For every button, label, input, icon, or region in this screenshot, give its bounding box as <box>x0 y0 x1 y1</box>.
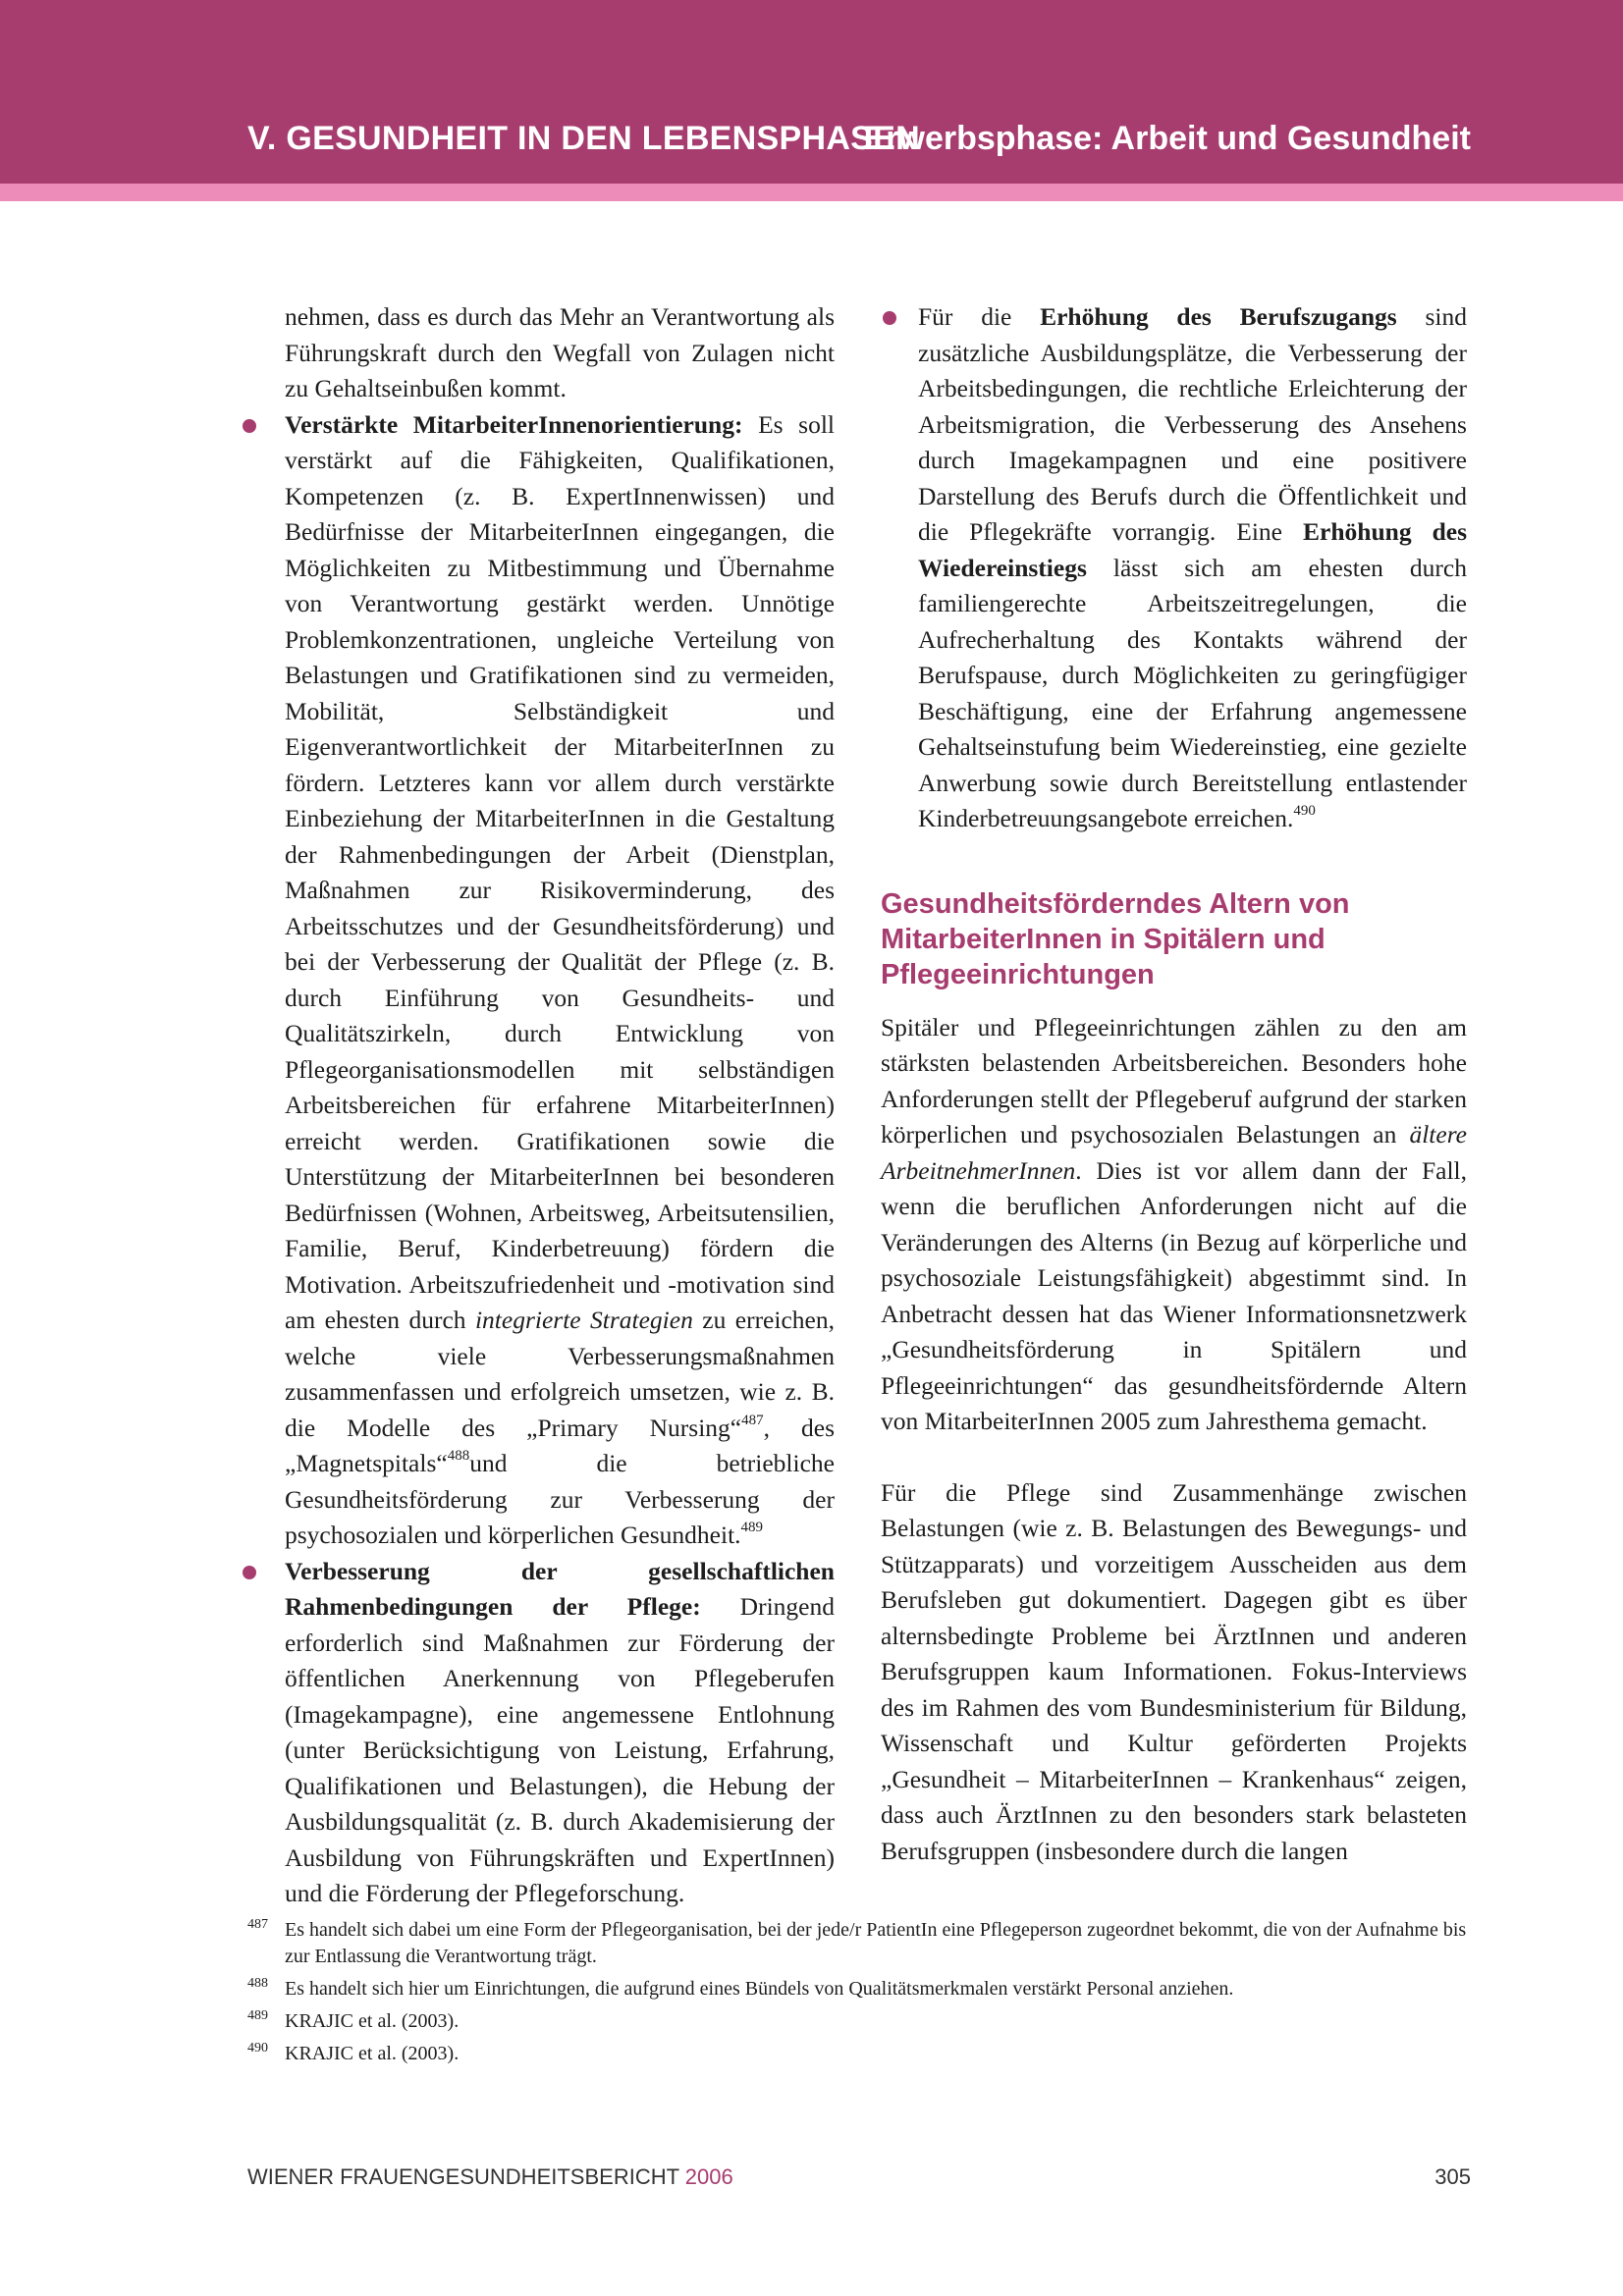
right-column <box>881 299 1467 1869</box>
bullet-paragraph <box>285 1554 835 1912</box>
italic-phrase: integrierte Strategien <box>474 1306 693 1334</box>
bullet-label: Verstärkte MitarbeiterInnenorientierung: <box>285 409 743 439</box>
page-number: 305 <box>1434 2164 1471 2189</box>
footnote-ref[interactable]: 488 <box>447 1448 470 1464</box>
bullet-text: sind zusätzliche Ausbildungsplätze, die Verbesserung der Arbeitsbedingungen, die rechtliche Erleichterung der Arbeitsmigration, die Verbesserung des Ansehens durch Imagekampagnen und eine positivere Darstellung des Berufs durch die Öffentlichkeit und die Pflegekräfte vorrangig. Eine <box>918 302 1467 546</box>
bullet-dot-icon <box>243 419 256 433</box>
bullet-paragraph <box>285 407 835 1554</box>
bullet-item-berufszugang <box>881 299 1467 837</box>
body-paragraph: Für die Pflege sind Zusammenhänge zwischen Belastungen (wie z. B. Belastungen des Bewegungs- und Stützapparats) und vorzeitigem Ausscheiden aus dem Berufsleben gut dokumentiert. Dagegen gibt es über alternsbedingte Probleme bei ÄrztInnen und anderen Berufsgruppen kaum Informationen. Fokus-Interviews des im Rahmen des vom Bundesministerium für Bildung, Wissenschaft und Kultur geförderten Projekts „Gesundheit – MitarbeiterInnen – Krankenhaus“ zeigen, dass auch ÄrztInnen zu den besonders stark belasteten Berufsgruppen (insbesondere durch die langen <box>881 1477 1467 1865</box>
bullet-text: , des „Magnetspitals“ <box>285 1413 836 1477</box>
footnote <box>247 2008 1470 2035</box>
italic-phrase: ältere ArbeitnehmerInnen <box>881 1120 1467 1185</box>
footnotes <box>247 1917 1470 2073</box>
bullet-text: und die betriebliche Gesundheitsförderung zur Verbesserung der psychosozialen und körperlichen Gesundheit. <box>285 1449 835 1549</box>
continuation-paragraph: nehmen, dass es durch das Mehr an Verantwortung als Führungskraft durch den Wegfall von Zulagen nicht zu Gehaltseinbußen kommt. <box>285 302 835 402</box>
footnote-number: 488 <box>247 1976 268 1991</box>
header-stripe <box>0 184 1623 201</box>
section-heading: Gesundheitsförderndes Altern von MitarbeiterInnen in Spitälern und Pflegeeinrichtungen <box>881 887 1350 990</box>
bullet-label: Verbesserung der gesellschaftlichen Rahmenbedingungen der Pflege: <box>285 1556 835 1621</box>
section-title: Erwerbsphase: Arbeit und Gesundheit <box>863 120 1471 157</box>
footnote <box>247 1976 1470 2002</box>
left-column <box>285 299 835 1912</box>
footnote-text: Es handelt sich dabei um eine Form der Pflegeorganisation, bei der jede/r PatientIn eine Pflegeperson zugeordnet bekommt, die von der Aufnahme bis zur Entlassung die Verantwortung trägt. <box>285 1919 1467 1967</box>
chapter-title: V. GESUNDHEIT IN DEN LEBENSPHASEN <box>247 120 920 157</box>
footer-title <box>247 2164 733 2190</box>
bullet-item-rahmenbedingungen <box>285 1554 835 1912</box>
footnote-ref[interactable]: 490 <box>1293 803 1316 819</box>
bullet-text: Dringend erforderlich sind Maßnahmen zur Förderung der öffentlichen Anerkennung von Pflegeberufen (Imagekampagne), eine angemessene Entlohnung (unter Berücksichtigung von Leistung, Erfahrung, Qualifikationen und Belastungen), die Hebung der Ausbildungsqualität (z. B. durch Akademisierung der Ausbildung von Führungskräften und ExpertInnen) und die Förderung der Pflegeforschung. <box>285 1592 835 1907</box>
bold-phrase: Erhöhung des Berufszugangs <box>1040 302 1397 331</box>
report-year: 2006 <box>684 2164 733 2189</box>
footnote-number: 487 <box>247 1917 268 1932</box>
report-name: WIENER FRAUENGESUNDHEITSBERICHT <box>247 2164 679 2189</box>
footnote <box>247 1917 1470 1970</box>
paragraph-text: . Dies ist vor allem dann der Fall, wenn die beruflichen Anforderungen nicht auf die Veränderungen des Alterns (in Bezug auf körperliche und psychosoziale Leistungsfähigkeit) abgestimmt sind. In Anbetracht dessen hat das Wiener Informationsnetzwerk „Gesundheitsförderung in Spitälern und Pflegeeinrichtungen“ das gesundheitsfördernde Altern von MitarbeiterInnen 2005 zum Jahresthema gemacht. <box>881 1155 1467 1435</box>
footnote-ref[interactable]: 489 <box>740 1520 764 1535</box>
bullet-dot-icon <box>243 1566 256 1579</box>
footnote-text: KRAJIC et al. (2003). <box>285 2043 460 2064</box>
bullet-text: lässt sich am ehesten durch familiengerechte Arbeitszeitregelungen, die Aufrecherhaltung des Kontakts während der Berufspause, durch Möglichkeiten zu geringfügiger Beschäftigung, eine der Erfahrung angemessene Gehaltseinstufung beim Wiedereinstieg, eine gezielte Anwerbung sowie durch Bereitstellung entlastender Kinderbetreuungsangebote erreichen. <box>918 553 1467 832</box>
bullet-item-mitarbeiterinnenorientierung <box>285 407 835 1554</box>
body-paragraph <box>881 1010 1467 1440</box>
paragraph-text: Spitäler und Pflegeeinrichtungen zählen zu den am stärksten belastenden Arbeitsbereichen. Besonders hohe Anforderungen stellt der Pflegeberuf aufgrund der starken körperlichen und psychosozialen Belastungen an <box>881 1012 1467 1148</box>
footnote-text: KRAJIC et al. (2003). <box>285 2010 460 2032</box>
footnote-number: 489 <box>247 2008 268 2023</box>
footnote-ref[interactable]: 487 <box>741 1412 764 1428</box>
bullet-dot-icon <box>883 311 896 325</box>
bold-phrase: Erhöhung des Wiedereinstiegs <box>918 517 1467 582</box>
bullet-text: zu erreichen, welche viele Verbesserungsmaßnahmen zusammenfassen und erfolgreich umsetzen, wie z. B. die Modelle des „Primary Nursing“ <box>285 1306 835 1442</box>
bullet-text: Es soll verstärkt auf die Fähigkeiten, Qualifikationen, Kompetenzen (z. B. ExpertInnenwissen) und Bedürfnisse der MitarbeiterInnen eingegangen, die Möglichkeiten zu Mitbestimmung und Übernahme von Verantwortung gestärkt werden. Unnötige Problemkonzentrationen, ungleiche Verteilung von Belastungen und Gratifikationen sind zu vermeiden, Mobilität, Selbständigkeit und Eigenverantwortlichkeit der MitarbeiterInnen zu fördern. Letzteres kann vor allem durch verstärkte Einbeziehung der MitarbeiterInnen in die Gestaltung der Rahmenbedingungen der Arbeit (Dienstplan, Maßnahmen zur Risikoverminderung, des Arbeitsschutzes und der Gesundheitsförderung) und bei der Verbesserung der Qualität der Pflege (z. B. durch Einführung von Gesundheits- und Qualitätszirkeln, durch Entwicklung von Pflegeorganisationsmodellen mit selbständigen Arbeitsbereichen für erfahrene MitarbeiterInnen) erreicht werden. Gratifikationen sowie die Unterstützung der MitarbeiterInnen bei besonderen Bedürfnissen (Wohnen, Arbeitsweg, Arbeitsutensilien, Familie, Beruf, Kinderbetreuung) fördern die Motivation. Arbeitszufriedenheit und -motivation sind am ehesten durch <box>285 409 835 1334</box>
footnote-number: 490 <box>247 2041 268 2056</box>
bullet-text: Für die <box>918 302 1041 331</box>
footnote-text: Es handelt sich hier um Einrichtungen, die aufgrund eines Bündels von Qualitätsmerkmalen verstärkt Personal anziehen. <box>285 1978 1234 2000</box>
bullet-paragraph <box>918 299 1467 837</box>
footnote <box>247 2041 1470 2067</box>
